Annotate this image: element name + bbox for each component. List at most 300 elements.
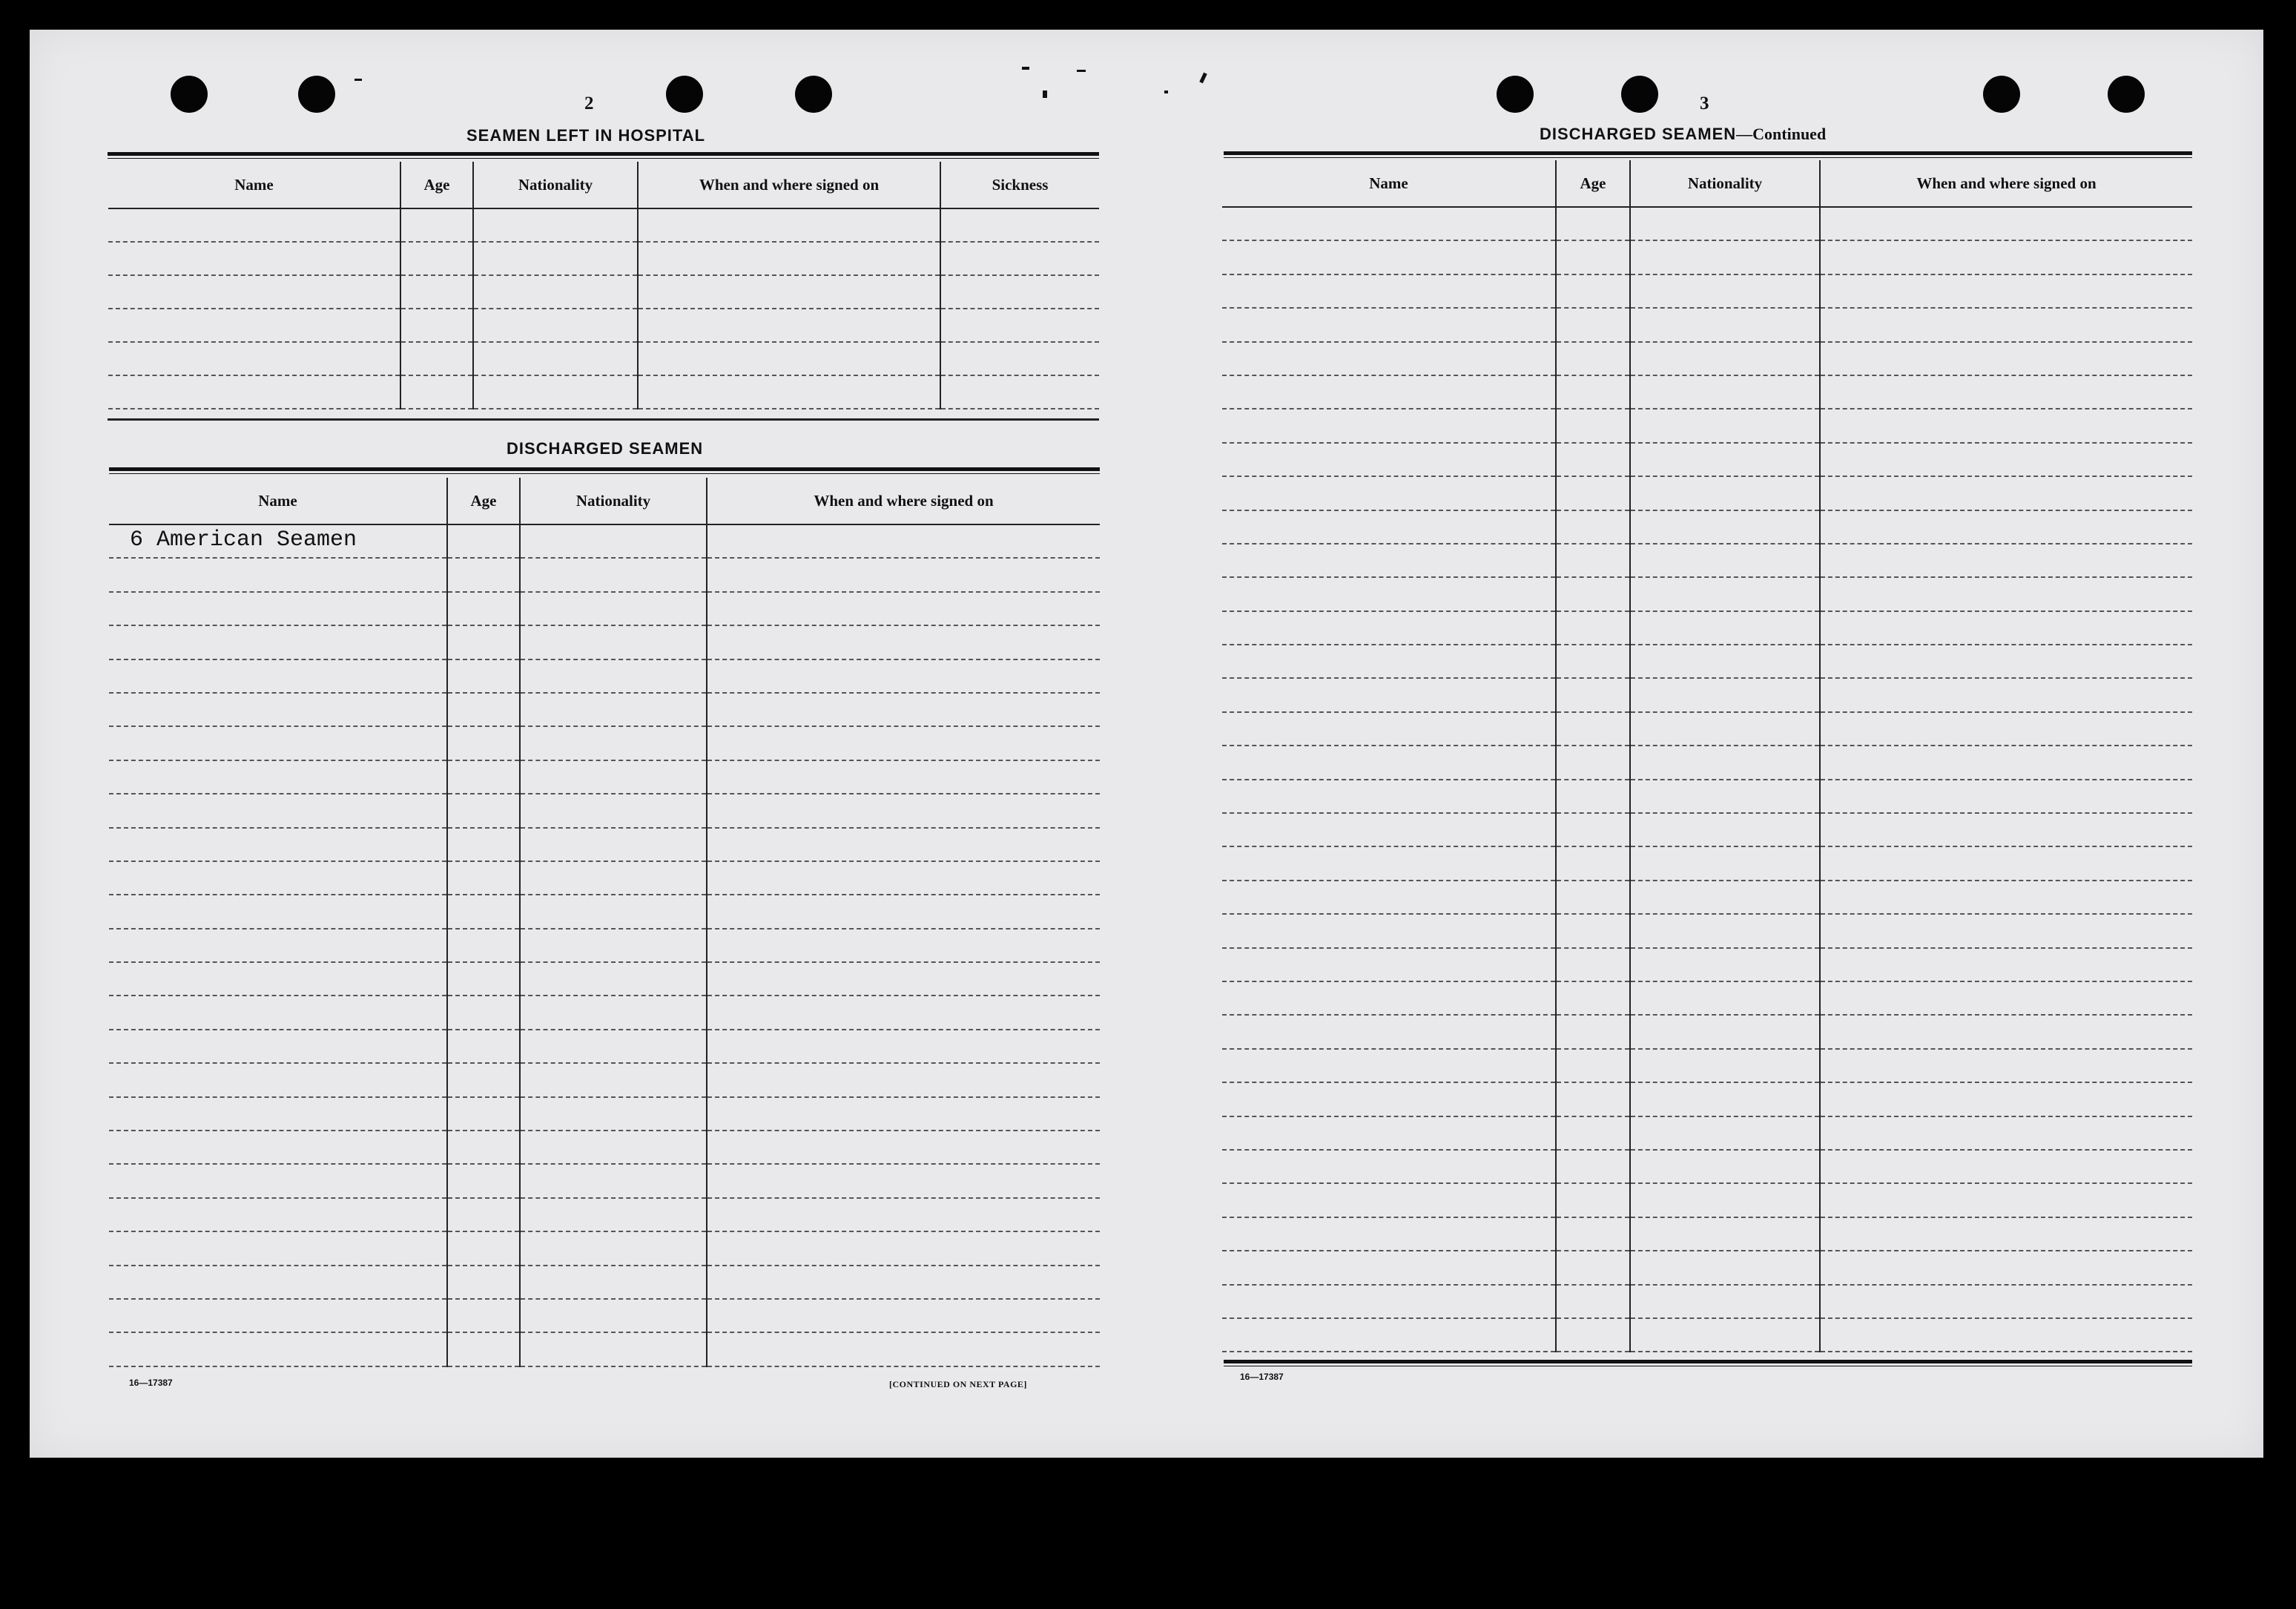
table-row — [108, 242, 1099, 275]
table-cell — [1556, 1150, 1630, 1183]
table-cell — [1820, 1251, 2192, 1284]
punch-hole — [1983, 76, 2020, 113]
table-cell — [520, 1063, 707, 1096]
table-cell — [447, 625, 520, 659]
table-row — [108, 208, 1099, 242]
table-cell — [1556, 881, 1630, 914]
scan-speck — [1022, 67, 1029, 70]
table-row — [1222, 1285, 2192, 1318]
table-cell — [1222, 443, 1556, 476]
bottom-rule — [1224, 1360, 2192, 1366]
table-cell — [520, 558, 707, 591]
table-cell — [109, 996, 447, 1029]
table-cell — [1820, 1150, 2192, 1183]
scan-speck — [354, 79, 362, 81]
table-cell — [1820, 274, 2192, 308]
table-cell — [1630, 948, 1820, 981]
column-header-age: Age — [400, 162, 473, 208]
table-cell — [1222, 1015, 1556, 1048]
table-cell — [1630, 375, 1820, 409]
table-cell — [1556, 1082, 1630, 1116]
table-row — [109, 1164, 1100, 1197]
table-cell — [1222, 1150, 1556, 1183]
table-cell — [108, 275, 400, 309]
table-cell — [707, 1131, 1100, 1164]
table-cell — [109, 726, 447, 760]
table-cell — [1820, 443, 2192, 476]
column-header-age: Age — [447, 478, 520, 524]
table-cell — [520, 1231, 707, 1265]
table-cell — [1630, 1150, 1820, 1183]
table-header-row — [108, 162, 1099, 208]
table-cell — [520, 1198, 707, 1231]
table-cell — [447, 1131, 520, 1164]
table-cell — [1630, 1251, 1820, 1284]
table-cell — [1222, 544, 1556, 577]
table-cell — [520, 760, 707, 794]
table-cell — [707, 1030, 1100, 1063]
table-cell — [400, 208, 473, 242]
table-cell — [447, 1097, 520, 1131]
table-cell — [447, 895, 520, 928]
table-row — [109, 929, 1100, 962]
table-cell — [109, 760, 447, 794]
table-cell — [940, 309, 1099, 342]
table-cell — [520, 1030, 707, 1063]
table-cell — [1820, 240, 2192, 274]
table-row — [1222, 240, 2192, 274]
table-cell — [520, 524, 707, 558]
table-row — [1222, 274, 2192, 308]
table-cell — [707, 1063, 1100, 1096]
punch-hole — [1621, 76, 1658, 113]
table-cell — [1820, 1049, 2192, 1082]
title-rule — [108, 152, 1099, 159]
table-cell — [1556, 544, 1630, 577]
table-cell — [400, 342, 473, 375]
table-cell — [1630, 510, 1820, 544]
table-row — [109, 962, 1100, 996]
table-cell — [1556, 981, 1630, 1015]
table-cell — [940, 275, 1099, 309]
table-cell — [1222, 274, 1556, 308]
discharged-continued-title — [1540, 125, 1826, 144]
table-cell — [520, 1097, 707, 1131]
page-number: 3 — [1700, 93, 1709, 113]
table-cell — [707, 1266, 1100, 1299]
table-cell — [707, 1198, 1100, 1231]
table-cell — [447, 962, 520, 996]
table-row — [1222, 207, 2192, 240]
table-cell — [473, 208, 638, 242]
table-cell — [1630, 577, 1820, 611]
table-cell — [520, 996, 707, 1029]
table-row — [1222, 881, 2192, 914]
table-cell — [1630, 1183, 1820, 1217]
table-cell — [707, 726, 1100, 760]
table-cell — [108, 342, 400, 375]
table-row — [1222, 1015, 2192, 1048]
table-cell — [109, 895, 447, 928]
table-row — [109, 524, 1100, 558]
table-cell — [1222, 678, 1556, 711]
column-header-name: Name — [109, 478, 447, 524]
table-cell — [109, 1231, 447, 1265]
table-cell — [1820, 342, 2192, 375]
table-cell — [1556, 780, 1630, 813]
table-cell — [447, 861, 520, 895]
table-cell — [1820, 678, 2192, 711]
table-cell — [707, 1164, 1100, 1197]
table-cell — [1820, 1116, 2192, 1150]
table-cell — [707, 929, 1100, 962]
table-cell — [1222, 375, 1556, 409]
table-row — [109, 1332, 1100, 1366]
table-cell — [447, 828, 520, 861]
column-header-nationality: Nationality — [520, 478, 707, 524]
table-cell — [109, 962, 447, 996]
table-cell — [707, 895, 1100, 928]
table-row — [1222, 1217, 2192, 1251]
table-row — [1222, 1049, 2192, 1082]
table-cell — [1630, 1217, 1820, 1251]
table-cell — [520, 962, 707, 996]
table-cell — [1820, 375, 2192, 409]
table-cell — [638, 208, 940, 242]
table-cell — [707, 828, 1100, 861]
table-cell — [1556, 678, 1630, 711]
table-cell — [707, 625, 1100, 659]
table-cell — [1820, 207, 2192, 240]
table-cell — [1556, 1049, 1630, 1082]
table-row — [109, 1198, 1100, 1231]
table-cell — [109, 659, 447, 693]
table-cell — [1820, 981, 2192, 1015]
table-cell — [940, 375, 1099, 409]
table-cell — [1222, 645, 1556, 678]
scan-speck — [1199, 73, 1207, 84]
table-cell — [1820, 846, 2192, 880]
table-cell — [1222, 1285, 1556, 1318]
table-cell — [1630, 1285, 1820, 1318]
table-cell — [638, 342, 940, 375]
table-row — [109, 996, 1100, 1029]
table-cell — [1222, 1116, 1556, 1150]
table-row — [109, 1131, 1100, 1164]
table-row — [1222, 611, 2192, 645]
table-cell — [109, 1131, 447, 1164]
table-cell — [1222, 780, 1556, 813]
discharged-continued-table — [1222, 160, 2192, 1352]
table-cell — [473, 242, 638, 275]
table-row — [1222, 678, 2192, 711]
table-row — [1222, 780, 2192, 813]
table-cell — [1556, 1251, 1630, 1284]
table-cell — [1820, 409, 2192, 442]
title-text: DISCHARGED SEAMEN — [1540, 125, 1737, 143]
punch-hole — [171, 76, 208, 113]
table-cell — [1556, 813, 1630, 846]
table-cell — [1820, 712, 2192, 746]
table-cell — [447, 1063, 520, 1096]
table-cell — [520, 592, 707, 625]
form-number: 16—17387 — [129, 1378, 173, 1388]
table-cell — [520, 1266, 707, 1299]
table-row — [1222, 308, 2192, 341]
table-row — [1222, 948, 2192, 981]
document-scan — [30, 30, 2263, 1458]
section-divider — [108, 418, 1099, 421]
table-row — [109, 1231, 1100, 1265]
table-cell — [520, 828, 707, 861]
table-cell — [109, 625, 447, 659]
table-cell — [1820, 1082, 2192, 1116]
table-row — [1222, 746, 2192, 779]
table-cell — [447, 1299, 520, 1332]
table-cell — [1820, 544, 2192, 577]
table-cell — [109, 693, 447, 726]
table-row — [109, 760, 1100, 794]
table-cell — [638, 242, 940, 275]
column-header-when-and-where-signed-on: When and where signed on — [1820, 160, 2192, 207]
table-cell — [447, 592, 520, 625]
table-cell — [1222, 1251, 1556, 1284]
table-cell — [1820, 1285, 2192, 1318]
scan-speck — [1077, 70, 1086, 72]
table-cell — [707, 1332, 1100, 1366]
table-cell — [109, 794, 447, 827]
table-cell — [1222, 914, 1556, 947]
table-cell — [1556, 914, 1630, 947]
table-cell — [707, 693, 1100, 726]
table-row — [109, 693, 1100, 726]
table-row — [1222, 577, 2192, 611]
table-cell — [1630, 813, 1820, 846]
table-cell — [1222, 207, 1556, 240]
table-cell — [1556, 274, 1630, 308]
table-cell — [1820, 1183, 2192, 1217]
table-cell — [1556, 476, 1630, 510]
table-cell — [1222, 813, 1556, 846]
table-cell — [1820, 780, 2192, 813]
scan-speck — [1043, 91, 1047, 98]
column-header-name: Name — [1222, 160, 1556, 207]
table-cell — [1630, 1015, 1820, 1048]
discharged-section-title: DISCHARGED SEAMEN — [507, 439, 704, 458]
table-cell — [400, 375, 473, 409]
column-header-when-and-where-signed-on: When and where signed on — [707, 478, 1100, 524]
table-cell — [109, 1332, 447, 1366]
table-cell — [109, 861, 447, 895]
table-cell — [707, 794, 1100, 827]
table-cell — [707, 962, 1100, 996]
table-cell — [520, 1299, 707, 1332]
table-cell — [1820, 510, 2192, 544]
table-cell — [1222, 510, 1556, 544]
table-cell — [447, 760, 520, 794]
table-row — [108, 375, 1099, 409]
table-cell — [109, 592, 447, 625]
column-header-name: Name — [108, 162, 400, 208]
table-row — [109, 895, 1100, 928]
table-cell — [447, 726, 520, 760]
table-cell — [109, 524, 447, 558]
table-cell — [447, 1266, 520, 1299]
table-cell — [447, 524, 520, 558]
table-row — [1222, 914, 2192, 947]
table-cell — [1630, 981, 1820, 1015]
table-cell — [1556, 1116, 1630, 1150]
table-cell — [520, 895, 707, 928]
table-cell — [1630, 476, 1820, 510]
table-cell — [1222, 1318, 1556, 1352]
table-cell — [1820, 948, 2192, 981]
title-suffix: —Continued — [1736, 125, 1827, 143]
table-cell — [1820, 308, 2192, 341]
table-row — [1222, 1116, 2192, 1150]
table-cell — [1222, 476, 1556, 510]
table-row — [109, 625, 1100, 659]
table-row — [108, 342, 1099, 375]
table-row — [1222, 409, 2192, 442]
table-row — [1222, 476, 2192, 510]
table-cell — [1556, 1183, 1630, 1217]
table-row — [109, 592, 1100, 625]
table-cell — [1222, 846, 1556, 880]
table-cell — [1222, 342, 1556, 375]
table-row — [1222, 1150, 2192, 1183]
table-cell — [1556, 1015, 1630, 1048]
table-cell — [108, 375, 400, 409]
table-row — [109, 1299, 1100, 1332]
table-cell — [638, 275, 940, 309]
table-cell — [707, 592, 1100, 625]
table-cell — [1630, 1318, 1820, 1352]
table-cell — [1630, 780, 1820, 813]
table-cell — [520, 693, 707, 726]
table-cell — [520, 625, 707, 659]
table-row — [1222, 846, 2192, 880]
table-cell — [109, 1198, 447, 1231]
table-cell — [447, 693, 520, 726]
table-cell — [1222, 1082, 1556, 1116]
table-cell — [109, 828, 447, 861]
table-cell — [447, 558, 520, 591]
table-cell — [400, 275, 473, 309]
table-cell — [1630, 611, 1820, 645]
table-row — [1222, 1251, 2192, 1284]
scan-speck — [1164, 91, 1168, 93]
table-row — [108, 309, 1099, 342]
table-cell — [940, 342, 1099, 375]
table-cell — [1222, 611, 1556, 645]
table-cell — [109, 1097, 447, 1131]
table-cell — [1630, 240, 1820, 274]
table-row — [108, 275, 1099, 309]
table-cell — [447, 659, 520, 693]
punch-hole — [666, 76, 703, 113]
table-cell — [940, 208, 1099, 242]
table-row — [109, 1063, 1100, 1096]
column-header-age: Age — [1556, 160, 1630, 207]
table-row — [1222, 342, 2192, 375]
table-cell — [1820, 746, 2192, 779]
table-cell — [1820, 577, 2192, 611]
table-cell — [109, 558, 447, 591]
table-cell — [1630, 1049, 1820, 1082]
table-cell — [1820, 645, 2192, 678]
table-cell — [1556, 611, 1630, 645]
table-row — [109, 1266, 1100, 1299]
table-cell — [707, 1299, 1100, 1332]
table-cell — [1820, 881, 2192, 914]
punch-hole — [1497, 76, 1534, 113]
table-cell — [1556, 645, 1630, 678]
table-cell — [1556, 846, 1630, 880]
table-cell — [1556, 342, 1630, 375]
table-cell — [1222, 240, 1556, 274]
table-row — [1222, 1183, 2192, 1217]
table-cell — [1556, 443, 1630, 476]
table-cell — [1222, 746, 1556, 779]
table-cell — [1556, 207, 1630, 240]
table-cell — [1630, 409, 1820, 442]
table-cell — [1630, 746, 1820, 779]
table-cell — [520, 1131, 707, 1164]
table-row — [109, 558, 1100, 591]
table-cell — [1222, 308, 1556, 341]
table-row — [109, 726, 1100, 760]
table-cell — [638, 309, 940, 342]
table-row — [1222, 645, 2192, 678]
table-cell — [1222, 881, 1556, 914]
table-cell — [109, 1164, 447, 1197]
table-cell — [109, 1266, 447, 1299]
table-cell — [400, 242, 473, 275]
table-row — [109, 794, 1100, 827]
table-cell — [109, 1030, 447, 1063]
table-cell — [1556, 577, 1630, 611]
table-cell — [940, 242, 1099, 275]
hospital-section-title: SEAMEN LEFT IN HOSPITAL — [466, 126, 706, 145]
table-cell — [1222, 948, 1556, 981]
form-number: 16—17387 — [1240, 1372, 1284, 1382]
table-cell — [1556, 1217, 1630, 1251]
table-cell — [400, 309, 473, 342]
table-cell — [473, 275, 638, 309]
table-row — [1222, 813, 2192, 846]
table-row — [1222, 981, 2192, 1015]
table-row — [109, 861, 1100, 895]
table-cell — [447, 929, 520, 962]
table-cell — [473, 375, 638, 409]
table-cell — [1222, 409, 1556, 442]
table-cell — [638, 375, 940, 409]
table-cell — [447, 1164, 520, 1197]
table-row — [109, 659, 1100, 693]
table-cell — [1630, 1116, 1820, 1150]
table-cell — [1820, 611, 2192, 645]
table-row — [1222, 375, 2192, 409]
table-cell — [707, 1097, 1100, 1131]
table-cell — [1556, 948, 1630, 981]
page-number: 2 — [584, 93, 594, 113]
table-cell — [1556, 240, 1630, 274]
table-cell — [1820, 1217, 2192, 1251]
table-cell — [473, 342, 638, 375]
table-cell — [1820, 1318, 2192, 1352]
table-cell — [520, 929, 707, 962]
